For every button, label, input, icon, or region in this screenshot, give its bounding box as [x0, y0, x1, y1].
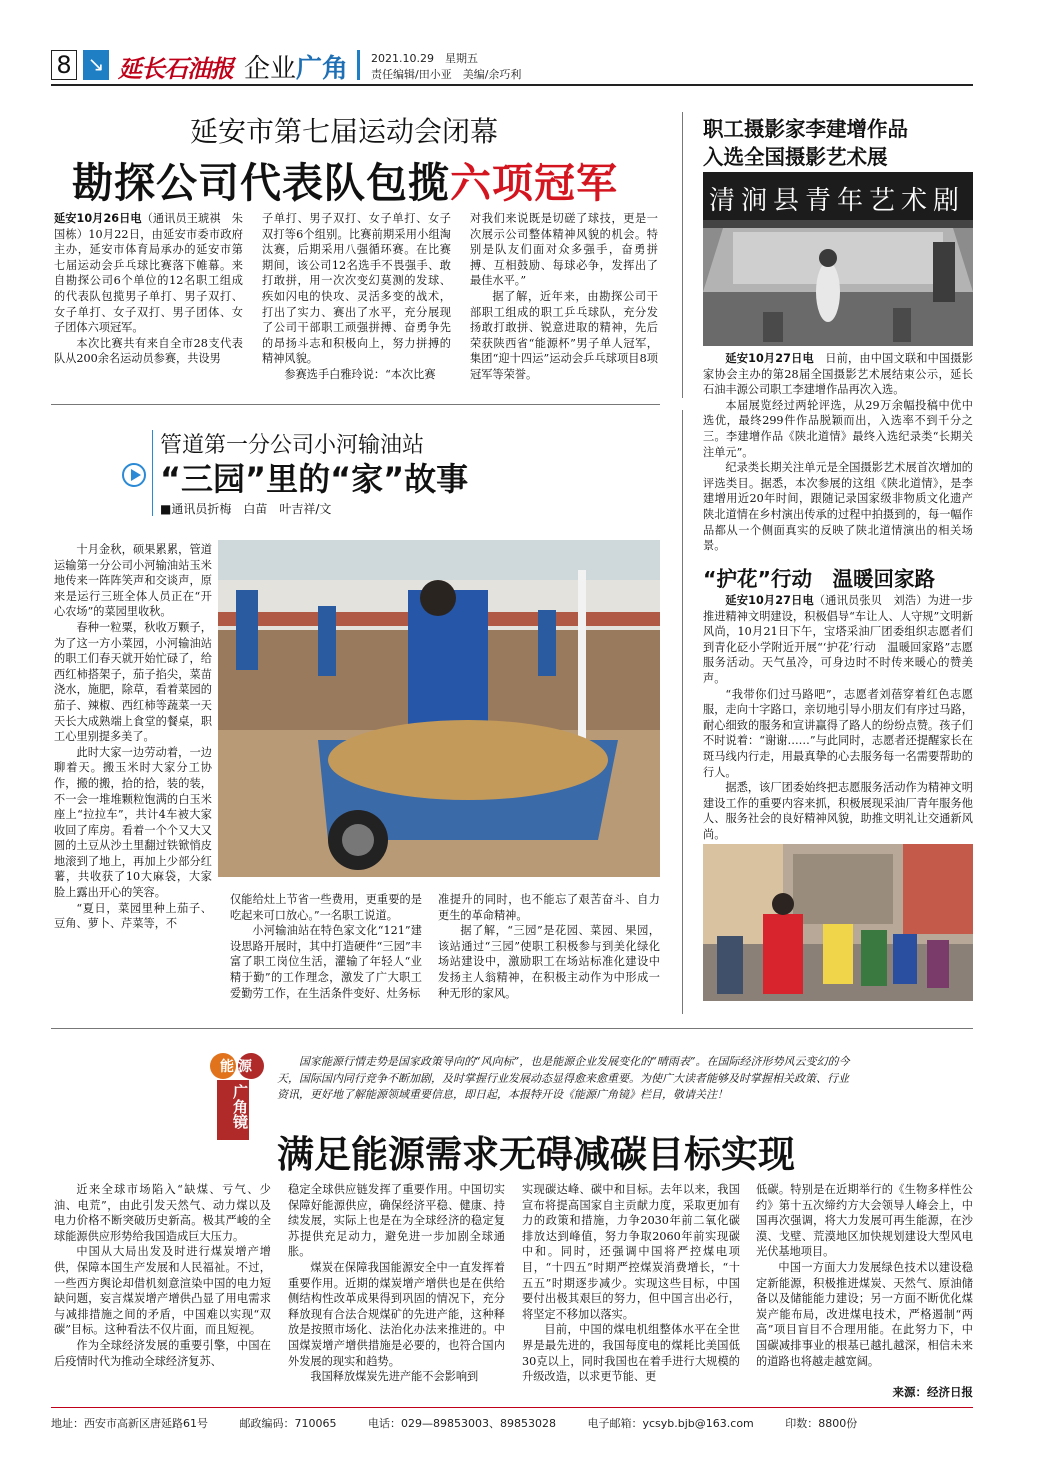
paragraph: 仅能给灶上节省一些费用，更重要的是吃起来可口放心。”一名职工说道。	[230, 893, 422, 922]
header-divider	[357, 50, 360, 80]
article1-subtitle: 延安市第七届运动会闭幕	[190, 115, 499, 148]
energy-intro: 国家能源行情走势是国家政策导向的“风向标”，也是能源企业发展变化的“晴雨表”。在国际经济形势风云变幻的今天，国际国内同行竞争不断加剧，及时掌握行业发展动态显得愈来愈重要。为使广大读者能够及时掌握相关政策、行业资讯，更好地了解能源领域重要信息，即日起，本报特开设《能源广角镜》栏目，敬请关注！	[277, 1055, 850, 1101]
paragraph: 据了解，“三园”是花园、菜园、果园，该站通过“三园”使职工积极参与到美化绿化场站建设中，激励职工在场站标准化建设中发扬主人翁精神，在积极主动作为中形成一种无形的家风。	[438, 924, 660, 1000]
footer-rule	[51, 1407, 973, 1408]
paragraph: 纪录类长期关注单元是全国摄影艺术展首次增加的评选类目。据悉，本次参展的这组《陕北道情》，是李建增用近20年时间，跟随记录国家级非物质文化遗产陕北道情在乡村演出传承的过程中拍摄到的，每一幅作品都从一个侧面真实的反映了陕北道情演出的相关场景。	[703, 461, 973, 553]
masthead-logo: 延长石油报	[118, 54, 233, 83]
footer-print-run: 印数：8800份	[785, 1417, 858, 1430]
article1-col3	[470, 211, 658, 383]
badge-subtitle: 广角镜	[231, 1084, 249, 1129]
paragraph: 延安10月27日电（通讯员张贝 刘浩）为进一步推进精神文明建设，积极倡导“车让人、人守规”文明新风尚，10月21日下午，宝塔采油厂团委组织志愿者们到青化砭小学附近开展“‘护花’行动 温暖回家路”志愿服务活动。天气虽冷，可身边时不时传来暖心的赞美声。	[703, 594, 973, 685]
editor-credits: 责任编辑/田小亚 美编/余巧利	[371, 68, 522, 81]
energy-column-badge	[209, 1050, 267, 1142]
potato-harvest-photo	[218, 540, 660, 877]
section-divider	[51, 404, 660, 405]
stage-performance-photo	[703, 172, 973, 346]
article2-title-line1: 职工摄影家李建增作品	[703, 117, 908, 141]
article3-body	[703, 593, 973, 843]
paragraph: 实现碳达峰、碳中和目标。去年以来，我国宣布将提高国家自主贡献力度，采取更加有力的政策和措施，力争2030年前二氧化碳排放达到峰值，努力争取2060年前实现碳中和。同时，还强调中国将严控煤电项目，“十四五”时期严控煤炭消费增长，“十五五”时期逐步减少。实现这些目标，中国要付出极其艰巨的努力，但中国言出必行，将坚定不移加以落实。	[522, 1183, 740, 1321]
energy-col3	[522, 1182, 740, 1385]
article4-subtitle: 管道第一分公司小河输油站	[160, 433, 425, 458]
paragraph: 本届展览经过两轮评选，从29万余幅投稿中优中选优，最终299件作品脱颖而出，入选率不到千分之三。李建增作品《陕北道情》最终入选纪录类“长期关注单元”。	[703, 398, 973, 459]
paragraph: 稳定全球供应链发挥了重要作用。中国切实保障好能源供应，确保经济平稳、健康、持续发展，实际上也是在为全球经济的稳定复苏提供充足动力，避免进一步加剧全球通胀。	[288, 1183, 505, 1259]
energy-col1	[54, 1182, 271, 1369]
section-name: 企业广角	[244, 54, 349, 84]
paragraph: 近来全球市场陷入“缺煤、亏气、少油、电荒”，由此引发天然气、动力煤以及电力价格不断突破历史新高。极其严峻的全球能源供应形势给我国造成巨大压力。	[54, 1183, 271, 1243]
energy-col4	[756, 1182, 973, 1369]
play-icon	[122, 463, 146, 487]
article2-body	[703, 351, 973, 554]
paragraph: 本次比赛共有来自全市28支代表队从200余名运动员参赛，共设男	[54, 336, 243, 366]
article1-col1	[54, 211, 243, 367]
article4-title: “三园”里的“家”故事	[160, 460, 469, 498]
footer-phone: 电话：029—89853003、89853028	[368, 1417, 556, 1430]
paragraph: 我国释放煤炭先进产能不会影响到	[310, 1370, 479, 1384]
paragraph: 煤炭在保障我国能源安全中一直发挥着重要作用。近期的煤炭增产增供也是在供给侧结构性改革成果得到巩固的情况下，充分释放现有合法合规煤矿的先进产能，这种释放是按照市场化、法治化办法来推进的。中国煤炭增产增供措施是必要的，也符合国内外发展的现实和趋势。	[288, 1260, 505, 1368]
header-rule	[51, 84, 973, 86]
paragraph: 延安10月27日电 日前，由中国文联和中国摄影家协会主办的第28届全国摄影艺术展结束公示，延长石油丰源公司职工李建增作品再次入选。	[703, 352, 973, 397]
page-number: 8	[51, 50, 77, 80]
paragraph: 准提升的同时，也不能忘了艰苦奋斗、自力更生的革命精神。	[438, 893, 660, 922]
photo-banner-text: 清涧县青年艺术剧	[709, 186, 966, 216]
paragraph: 小河输油站在特色家文化“121”建设思路开展时，其中打造硬件“三园”丰富了职工岗位生活，灌输了年轻人“业精于勤”的工作理念，激发了广大职工爱勤劳工作，在生活条件变好、灶务标	[230, 924, 422, 1000]
section-divider	[51, 1028, 973, 1029]
paragraph: 作为全球经济发展的重要引擎，中国在后疫情时代为推动全球经济复苏、	[54, 1338, 271, 1368]
paragraph: 参赛选手白雅玲说：“本次比赛	[284, 367, 436, 381]
article4-byline: ■通讯员折梅 白苗 叶吉祥/文	[160, 502, 332, 516]
article4-col3	[438, 892, 660, 1001]
article4-col2	[230, 892, 422, 1001]
column-divider	[682, 112, 683, 398]
paragraph: 中国一方面大力发展绿色技术以建设稳定新能源，积极推进煤炭、天然气、原油储备以及储能能力建设；另一方面不断优化煤炭产能布局，改进煤电技术，严格遏制“两高”项目盲目不合理用能。在此努力下，中国碳减排事业的根基已越扎越深，相信未来的道路也将越走越宽阔。	[756, 1260, 973, 1368]
footer-address: 地址：西安市高新区唐延路61号	[51, 1417, 208, 1430]
arrow-icon: ↘	[83, 50, 109, 80]
paragraph: 子单打、男子双打、女子单打、女子双打等6个组别。比赛前期采用小组淘汰赛，后期采用八强循环赛。在比赛期间，该公司12名选手不畏强手、敢打敢拼，用一次次变幻莫测的发球、疾如闪电的快攻、灵活多变的战术，打出了实力、赛出了水平，充分展现了公司干部职工顽强拼搏、奋勇争先的昂扬斗志和积极向上，努力拼搏的精神风貌。	[262, 212, 451, 366]
footer-info	[51, 1415, 973, 1431]
paragraph: 中国从大局出发及时进行煤炭增产增供，保障本国生产发展和人民福祉。不过，一些西方舆论却借机刻意渲染中国的电力短缺问题，妄言煤炭增产增供凸显了用电需求与减排措施之间的矛盾，中国难以实现“双碳”目标。这种看法不仅片面，而且短视。	[54, 1245, 271, 1337]
paragraph: 目前，中国的煤电机组整体水平在全世界是最先进的，我国每度电的煤耗比美国低30克以上，同时我国也在着手进行大规模的升级改造，以求更节能、更	[522, 1323, 740, 1384]
paragraph: “夏日，菜园里种上茄子、豆角、萝卜、芹菜等，不	[54, 901, 212, 931]
article2-title-line2: 入选全国摄影艺术展	[703, 145, 888, 169]
article1-col2	[262, 211, 451, 383]
paragraph: 此时大家一边劳动着，一边聊着天。搬玉米时大家分工协作，搬的搬，拾的拾，装的装，不一会一堆堆颗粒饱满的白玉米座上“拉拉车”，共计4车被大家收回了库房。看着一个个又大又圆的土豆从沙土里翻过铁锨悄皮地滚到了地上，再加上少部分红薯，共收获了10大麻袋，大家脸上露出开心的笑容。	[54, 745, 212, 900]
energy-col2	[288, 1182, 505, 1385]
paragraph: 春种一粒粟，秋收万颗子，为了这一方小菜园，小河输油站的职工们春天就开始忙碌了，给西红柿搭架子，茄子掐尖，菜苗浇水，施肥，除草，看着菜园的茄子、辣椒、西红柿等蔬菜一天天长大成熟端上食堂的餐桌，职工心里别提多美了。	[54, 620, 212, 744]
volunteer-street-photo	[703, 844, 973, 1001]
issue-date: 2021.10.29 星期五	[371, 52, 478, 65]
article1-title: 勘探公司代表队包揽六项冠军	[72, 159, 618, 207]
paragraph: 据了解，近年来，由勘探公司干部职工组成的职工乒乓球队，充分发扬敢打敢拼、锐意进取的精神，先后荣获陕西省“能源杯”男子单人冠军，集团“迎十四运”运动会乒乓球项目8项冠军等荣誉。	[470, 289, 658, 381]
badge-title: 能源	[220, 1059, 256, 1075]
footer-email: 电子邮箱：ycsyb.bjb@163.com	[587, 1417, 754, 1430]
column-divider	[682, 410, 683, 1014]
paragraph: 十月金秋，硕果累累，管道运输第一分公司小河输油站玉米地传来一阵阵笑声和交谈声，原来是运行三班全体人员正在“开心农场”的菜园里收秋。	[54, 543, 212, 619]
article3-title: “护花”行动 温暖回家路	[703, 567, 935, 591]
energy-title: 满足能源需求无碍减碳目标实现	[277, 1133, 795, 1176]
energy-source: 来源：经济日报	[892, 1385, 973, 1399]
article4-col1	[54, 542, 212, 932]
paragraph: 对我们来说既是切磋了球技，更是一次展示公司整体精神风貌的机会。特别是队友们面对众多强手，奋勇拼搏、互相鼓励、每球必争，发挥出了最佳水平。”	[470, 212, 658, 288]
paragraph: “我带你们过马路吧”，志愿者刘蓓穿着红色志愿服，走向十字路口，亲切地引导小朋友们有序过马路，耐心细致的服务和宣讲赢得了路人的纷纷点赞。孩子们不时说着：“谢谢……”与此同时，志愿者还提醒家长在斑马线内行走，用最真挚的心去服务每一名需要帮助的行人。	[703, 687, 973, 779]
paragraph: 据悉，该厂团委始终把志愿服务活动作为精神文明建设工作的重要内容来抓，积极展现采油厂青年服务他人、服务社会的良好精神风貌，助推文明礼让交通新风尚。	[703, 781, 973, 841]
title-accent-line	[152, 430, 153, 516]
footer-postcode: 邮政编码：710065	[239, 1417, 337, 1430]
paragraph: 延安10月26日电（通讯员王琥祺 朱国栋）10月22日，由延安市委市政府主办，延安市体育局承办的延安市第七届运动会乒乓球比赛落下帷幕。来自勘探公司6个单位的12名职工组成的代表队包揽男子单打、男子双打、女子单打、女子双打、男子团体、女子团体六项冠军。	[54, 212, 243, 335]
paragraph: 低碳。特别是在近期举行的《生物多样性公约》第十五次缔约方大会领导人峰会上，中国再次强调，将大力发展可再生能源，在沙漠、戈壁、荒漠地区加快规划建设大型风电光伏基地项目。	[756, 1183, 973, 1259]
